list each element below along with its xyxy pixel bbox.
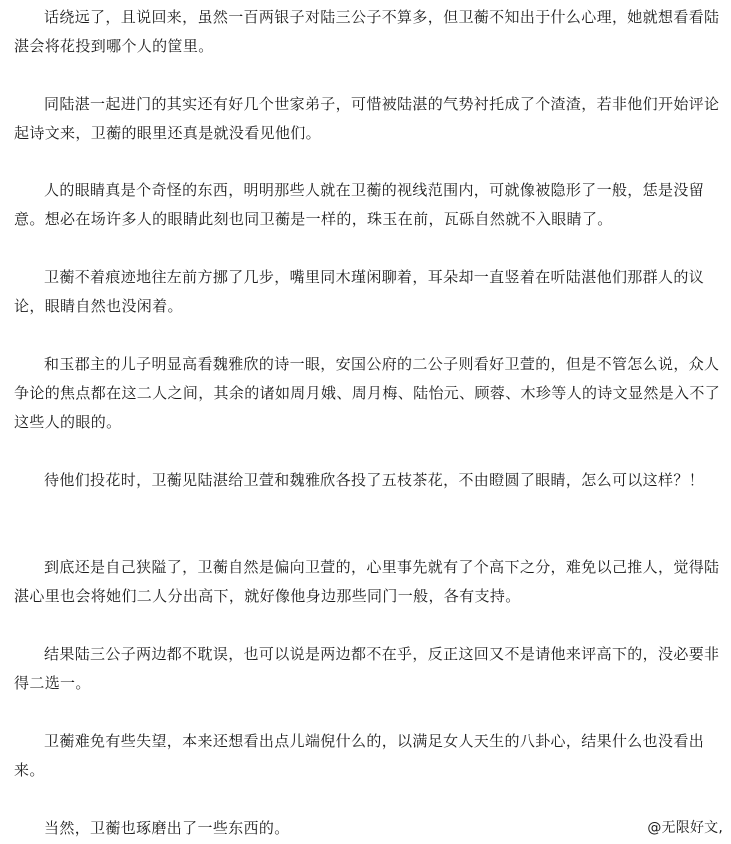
- paragraph-1: 话绕远了，且说回来，虽然一百两银子对陆三公子不算多，但卫蘅不知出于什么心理，她就想看看陆湛会将花投到哪个人的筐里。: [14, 8, 720, 55]
- paragraph-9: 卫蘅难免有些失望，本来还想看出点儿端倪什么的，以满足女人天生的八卦心，结果什么也没看出来。: [14, 732, 705, 779]
- paragraph-5: 和玉郡主的儿子明显高看魏雅欣的诗一眼，安国公府的二公子则看好卫萱的，但是不管怎么说，众人争论的焦点都在这二人之间，其余的诸如周月娥、周月梅、陆怡元、顾蓉、木珍等人的诗文显然是入不了这些人的眼的。: [14, 355, 721, 431]
- paragraph-3: 人的眼睛真是个奇怪的东西，明明那些人就在卫蘅的视线范围内，可就像被隐形了一般，恁是没留意。想必在场许多人的眼睛此刻也同卫蘅是一样的，珠玉在前，瓦砾自然就不入眼睛了。: [14, 181, 705, 228]
- paragraph-6: 待他们投花时，卫蘅见陆湛给卫萱和魏雅欣各投了五枝茶花，不由瞪圆了眼睛，怎么可以这样？！: [44, 471, 705, 489]
- site-watermark: @无限好文,: [647, 820, 723, 836]
- paragraph-4: 卫蘅不着痕迹地往左前方挪了几步，嘴里同木瑾闲聊着，耳朵却一直竖着在听陆湛他们那群人的议论，眼睛自然也没闲着。: [14, 268, 705, 315]
- paragraph-2: 同陆湛一起进门的其实还有好几个世家弟子，可惜被陆湛的气势衬托成了个渣渣，若非他们开始评论起诗文来，卫蘅的眼里还真是就没看见他们。: [14, 95, 720, 142]
- paragraph-8: 结果陆三公子两边都不耽误，也可以说是两边都不在乎，反正这回又不是请他来评高下的，没必要非得二选一。: [14, 645, 720, 692]
- paragraph-7: 到底还是自己狭隘了，卫蘅自然是偏向卫萱的，心里事先就有了个高下之分，难免以己推人，觉得陆湛心里也会将她们二人分出高下，就好像他身边那些同门一般，各有支持。: [14, 558, 720, 605]
- paragraph-10: 当然，卫蘅也琢磨出了一些东西的。: [44, 819, 290, 837]
